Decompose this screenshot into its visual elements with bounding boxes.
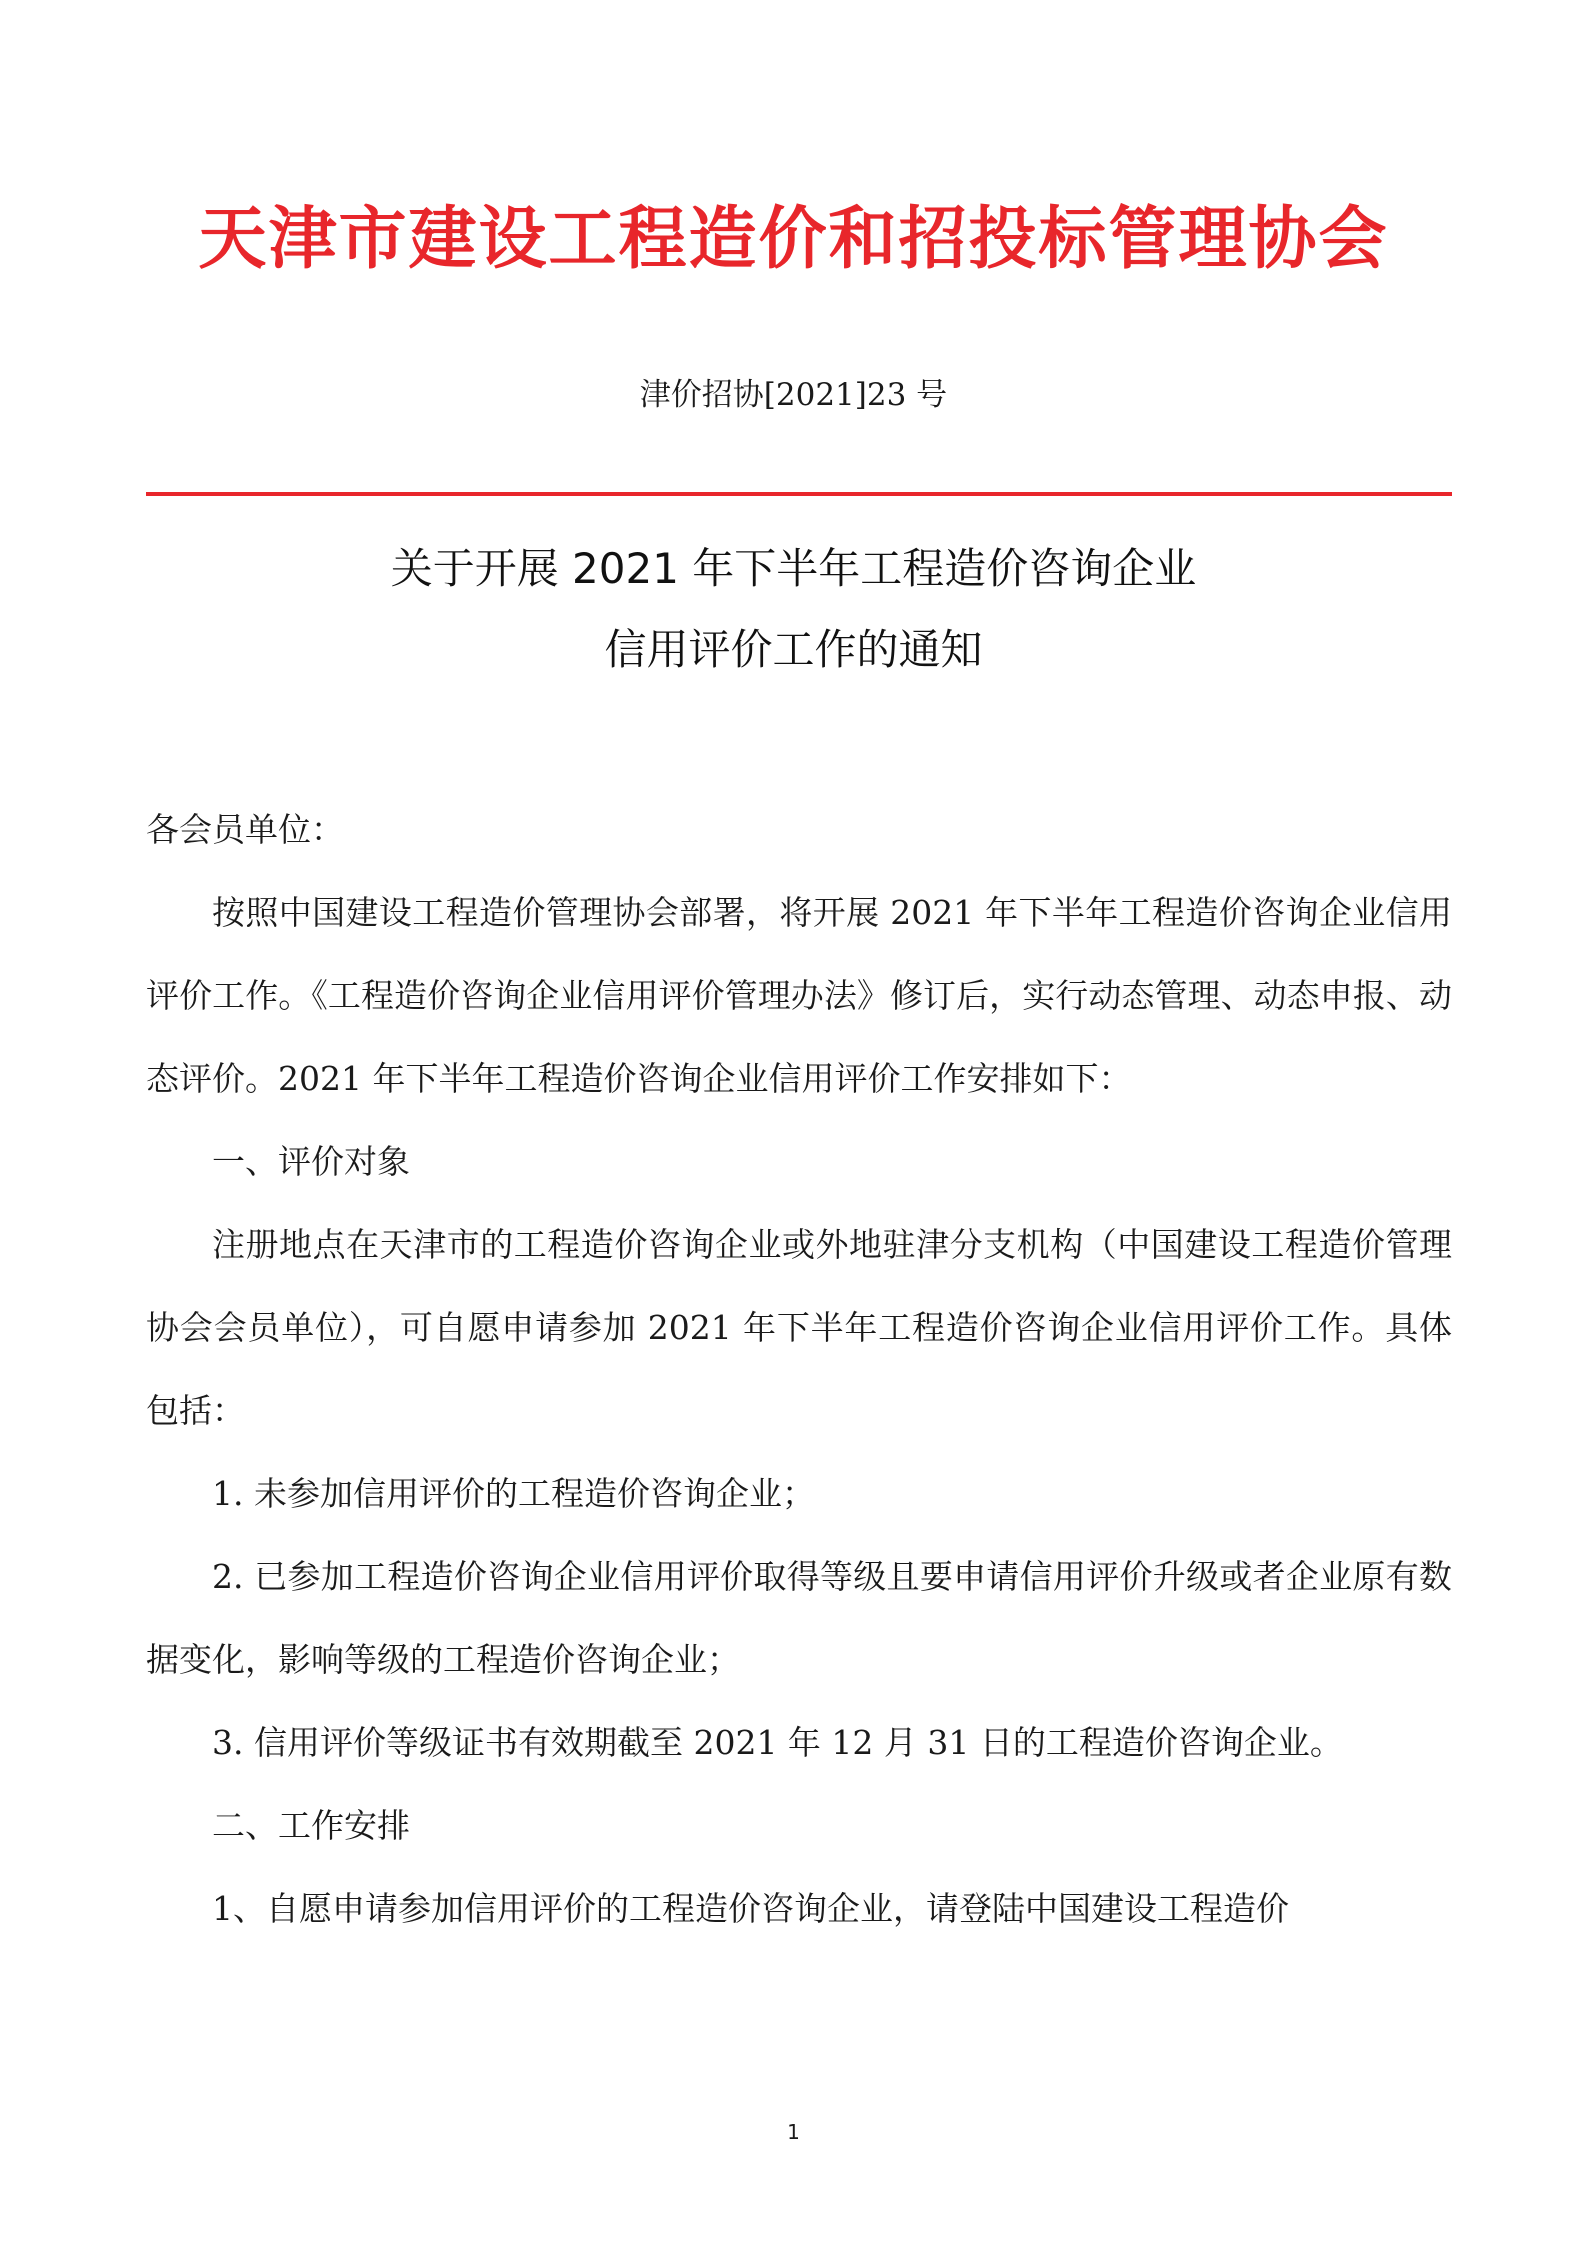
red-divider-line	[146, 492, 1452, 496]
page-number: 1	[787, 2120, 800, 2144]
notice-body	[146, 788, 1452, 1950]
section-heading-evaluation-target: 一、评价对象	[212, 1142, 410, 1181]
body-paragraph: 1、自愿申请参加信用评价的工程造价咨询企业，请登陆中国建设工程造价	[212, 1889, 1289, 1928]
document-number: 津价招协[2021]23 号	[639, 377, 948, 413]
list-item: 3. 信用评价等级证书有效期截至 2021 年 12 月 31 日的工程造价咨询企业。	[212, 1723, 1343, 1762]
body-paragraph: 注册地点在天津市的工程造价咨询企业或外地驻津分支机构（中国建设工程造价管理协会会员单位），可自愿申请参加 2021 年下半年工程造价咨询企业信用评价工作。具体包括：	[146, 1225, 1452, 1430]
body-paragraph: 按照中国建设工程造价管理协会部署，将开展 2021 年下半年工程造价咨询企业信用评价工作。《工程造价咨询企业信用评价管理办法》修订后，实行动态管理、动态申报、动态评价。2021 年下半年工程造价咨询企业信用评价工作安排如下：	[146, 893, 1452, 1098]
notice-title-line-1: 关于开展 2021 年下半年工程造价咨询企业	[390, 544, 1197, 593]
section-heading-work-arrangement: 二、工作安排	[212, 1806, 410, 1845]
list-item: 2. 已参加工程造价咨询企业信用评价取得等级且要申请信用评价升级或者企业原有数据变化，影响等级的工程造价咨询企业；	[146, 1557, 1452, 1679]
notice-title-line-2: 信用评价工作的通知	[604, 625, 983, 674]
salutation: 各会员单位：	[146, 810, 344, 849]
organization-title: 天津市建设工程造价和招投标管理协会	[198, 199, 1389, 279]
list-item: 1. 未参加信用评价的工程造价咨询企业；	[212, 1474, 815, 1513]
